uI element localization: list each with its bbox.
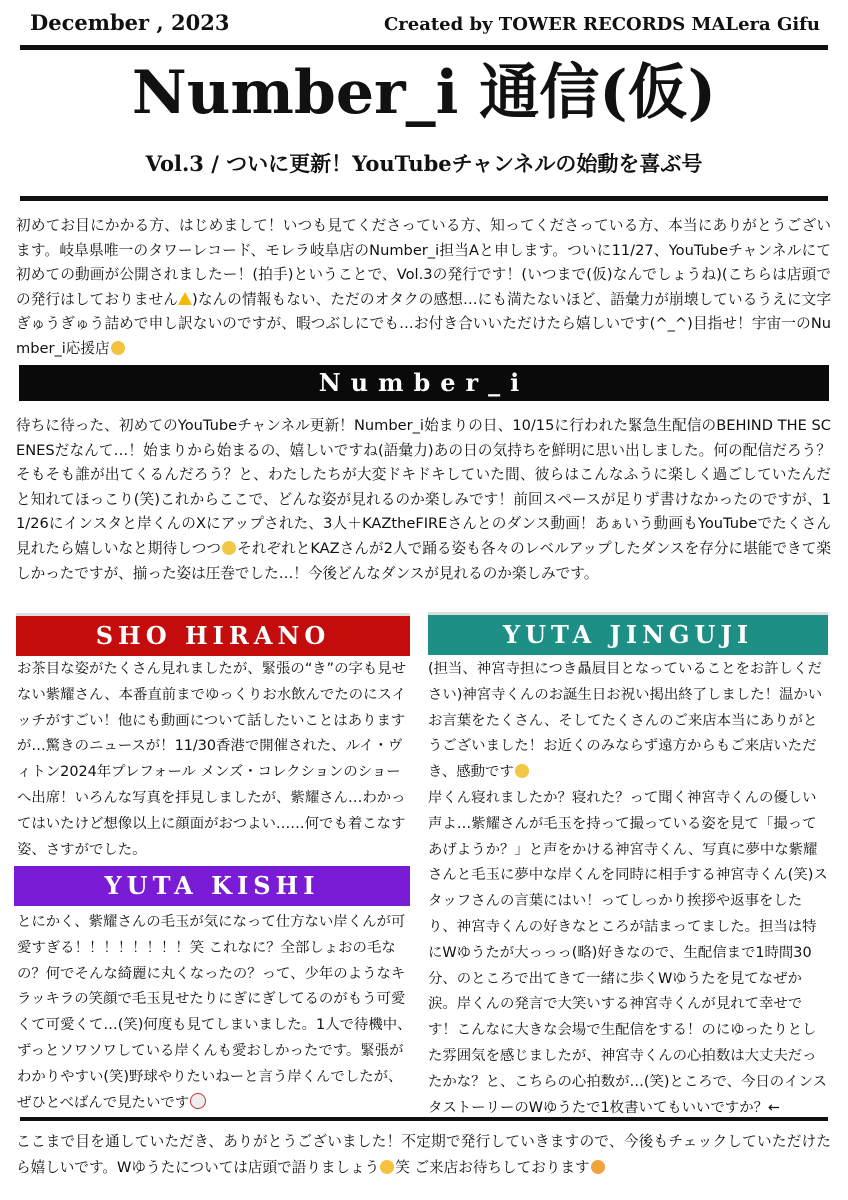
yuta-jinguji-banner: YUTA JINGUJI bbox=[428, 612, 828, 655]
pleading-face-icon bbox=[222, 541, 236, 555]
credit-line: Created by TOWER RECORDS MALera Gifu bbox=[383, 14, 820, 35]
intro-text-a: 初めてお目にかかる方、はじめまして！いつも見てくださっている方、知ってくださっている方、本当にありがとうございます。岐阜県唯一のタワーレコード、モレラ岐阜店のNumber_i担当Aと申します。ついに11/27、YouTubeチャンネルにて初めての動画が公開されましたー！(拍手)ということで、Vol.3の発行です！(いつまで(仮)なんでしょうね)(こちらは店頭での発行はしておりません bbox=[16, 217, 831, 308]
warning-icon bbox=[178, 292, 192, 305]
jinguji-text-a: (担当、神宮寺担につき贔屓目となっていることをお許しください)神宮寺くんのお誕生日お祝い掲出終了しました！温かいお言葉をたくさん、そしてたくさんのご来店本当にありがとうございました！お近くのみならず遠方からもご来店いただき、感動です bbox=[428, 661, 823, 781]
sho-hirano-banner: SHO HIRANO bbox=[16, 613, 410, 656]
intro-section bbox=[16, 214, 831, 362]
number-i-section bbox=[16, 414, 831, 586]
sho-section bbox=[17, 657, 412, 863]
closing-text-a: ここまで目を通していただき、ありがとうございました！不定期で発行していきますので、今後もチェックしていただけたら嬉しいです。Wゆうたについては店頭で語りましょう bbox=[16, 1133, 831, 1176]
page-subtitle: Vol.3 / ついに更新！YouTubeチャンネルの始動を喜ぶ号 bbox=[145, 151, 703, 176]
kishi-paragraph bbox=[17, 910, 412, 1116]
issue-date: December , 2023 bbox=[30, 10, 230, 35]
page-title: Number_i 通信(仮) bbox=[131, 58, 717, 128]
number-i-text-a: 待ちに待った、初めてのYouTubeチャンネル更新！Number_i始まりの日、10/15に行われた緊急生配信のBEHIND THE SCENESだなんて…！始まりから始まるの、嬉しいですね(語彙力)あの日の気持ちを鮮明に思い出しました。何の配信だろう？そもそも誰が出てくるんだろう？と、わたしたちが大変ドキドキしていた間、彼らはこんなふうに楽しく過ごしていたんだと知れてほっこり(笑)これからここで、どんな姿が見れるのか楽しみです！前回スペースが足りず書けなかったのですが、11/26にインスタと岸くんのXにアップされた、3人＋KAZtheFIREさんとのダンス動画！あぁいう動画もYouTubeでたくさん見れたら嬉しいなと期待しつつ bbox=[16, 417, 831, 557]
bottom-rule bbox=[20, 1117, 828, 1121]
sho-paragraph: お茶目な姿がたくさん見れましたが、緊張の“き”の字も見せない紫耀さん、本番直前までゆっくりお水飲んでたのにスイッチがすごい！他にも動画について話したいことはありますが…驚きのニュースが！11/30香港で開催された、ルイ・ヴィトン2024年プレフォール メンズ・コレクションのショーへ出席！いろんな写真を拝見しましたが、紫耀さん…わかってはいたけど想像以上に顔面がおつよい……何でも着こなす姿、さすがでした。 bbox=[17, 661, 407, 858]
kishi-text: とにかく、紫耀さんの毛玉が気になって仕方ない岸くんが可愛すぎる！！！！！！！！笑 これなに？全部しょおの毛なの？何でそんな綺麗に丸くなったの？って、少年のようなキラッキラの笑顔で毛玉見せたりにぎにぎしてるのがもう可愛くて可愛くて…(笑)何度も見てしまいました。1人で待機中、ずっとソワソワしている岸くんも愛おしかったです。緊張がわかりやすい(笑)野球やりたいねーと言う岸くんでしたが、ぜひとべばんで見たいです bbox=[17, 914, 412, 1111]
smiling-hearts-face-icon bbox=[591, 1160, 605, 1174]
intro-paragraph bbox=[16, 214, 831, 362]
intro-text-b: )なんの情報もない、ただのオタクの感想…にも満たないほど、語彙力が崩壊しているうえに文字ぎゅうぎゅう詰めで申し訳ないのですが、暇つぶしにでも…お付き合いいただけたら嬉しいです(^_^)目指せ！宇宙一のNumber_i応援店 bbox=[16, 290, 831, 357]
jinguji-paragraph-2: 岸くん寝れましたか？寝れた？って聞く神宮寺くんの優しい声よ…紫耀さんが毛玉を持って撮っている姿を見て「撮ってあげようか？」と声をかける神宮寺くん、写真に夢中な紫耀さんと毛玉に夢中な岸くんを同時に相手する神宮寺くん(笑)スタッフさんの言葉にはい！ってしっかり挨拶や返事をしたり、神宮寺くんの好きなところが詰まってました。担当は特にWゆうたが大っっっ(略)好きなので、生配信まで1時間30分、のところで出てきて一緒に歩くWゆうたを見てなぜか涙。岸くんの発言で大笑いする神宮寺くんが見れて幸せです！こんなに大きな会場で生配信をする！のにゆったりとした雰囲気を感じましたが、神宮寺くんの心拍数は大丈夫だったかな？と、こちらの心拍数が…(笑)ところで、今日のインスタストーリーのWゆうたで1枚書いてもいいですか？← bbox=[428, 789, 828, 1116]
clap-hand-icon bbox=[111, 341, 125, 355]
closing-paragraph bbox=[16, 1129, 831, 1181]
number-i-banner: Number_i bbox=[19, 365, 829, 401]
crying-face-icon bbox=[515, 764, 529, 778]
number-i-text-b: それぞれとKAZさんが2人で踊る姿も各々のレベルアップしたダンスを存分に堪能できて楽しかったですが、揃った姿は圧巻でした…！今後どんなダンスが見れるのか楽しみです。 bbox=[16, 539, 831, 582]
kishi-section bbox=[17, 910, 412, 1116]
yuta-kishi-banner: YUTA KISHI bbox=[14, 866, 410, 906]
subtitle-rule bbox=[20, 196, 828, 201]
handshake-icon bbox=[380, 1160, 394, 1174]
jinguji-section bbox=[428, 657, 830, 1121]
closing-text-b: 笑 ご来店お待ちしております bbox=[395, 1159, 590, 1176]
top-rule bbox=[20, 45, 828, 50]
jinguji-paragraph-1 bbox=[428, 657, 830, 786]
baseball-icon bbox=[190, 1093, 206, 1109]
number-i-paragraph bbox=[16, 414, 831, 586]
closing-section bbox=[16, 1129, 831, 1181]
